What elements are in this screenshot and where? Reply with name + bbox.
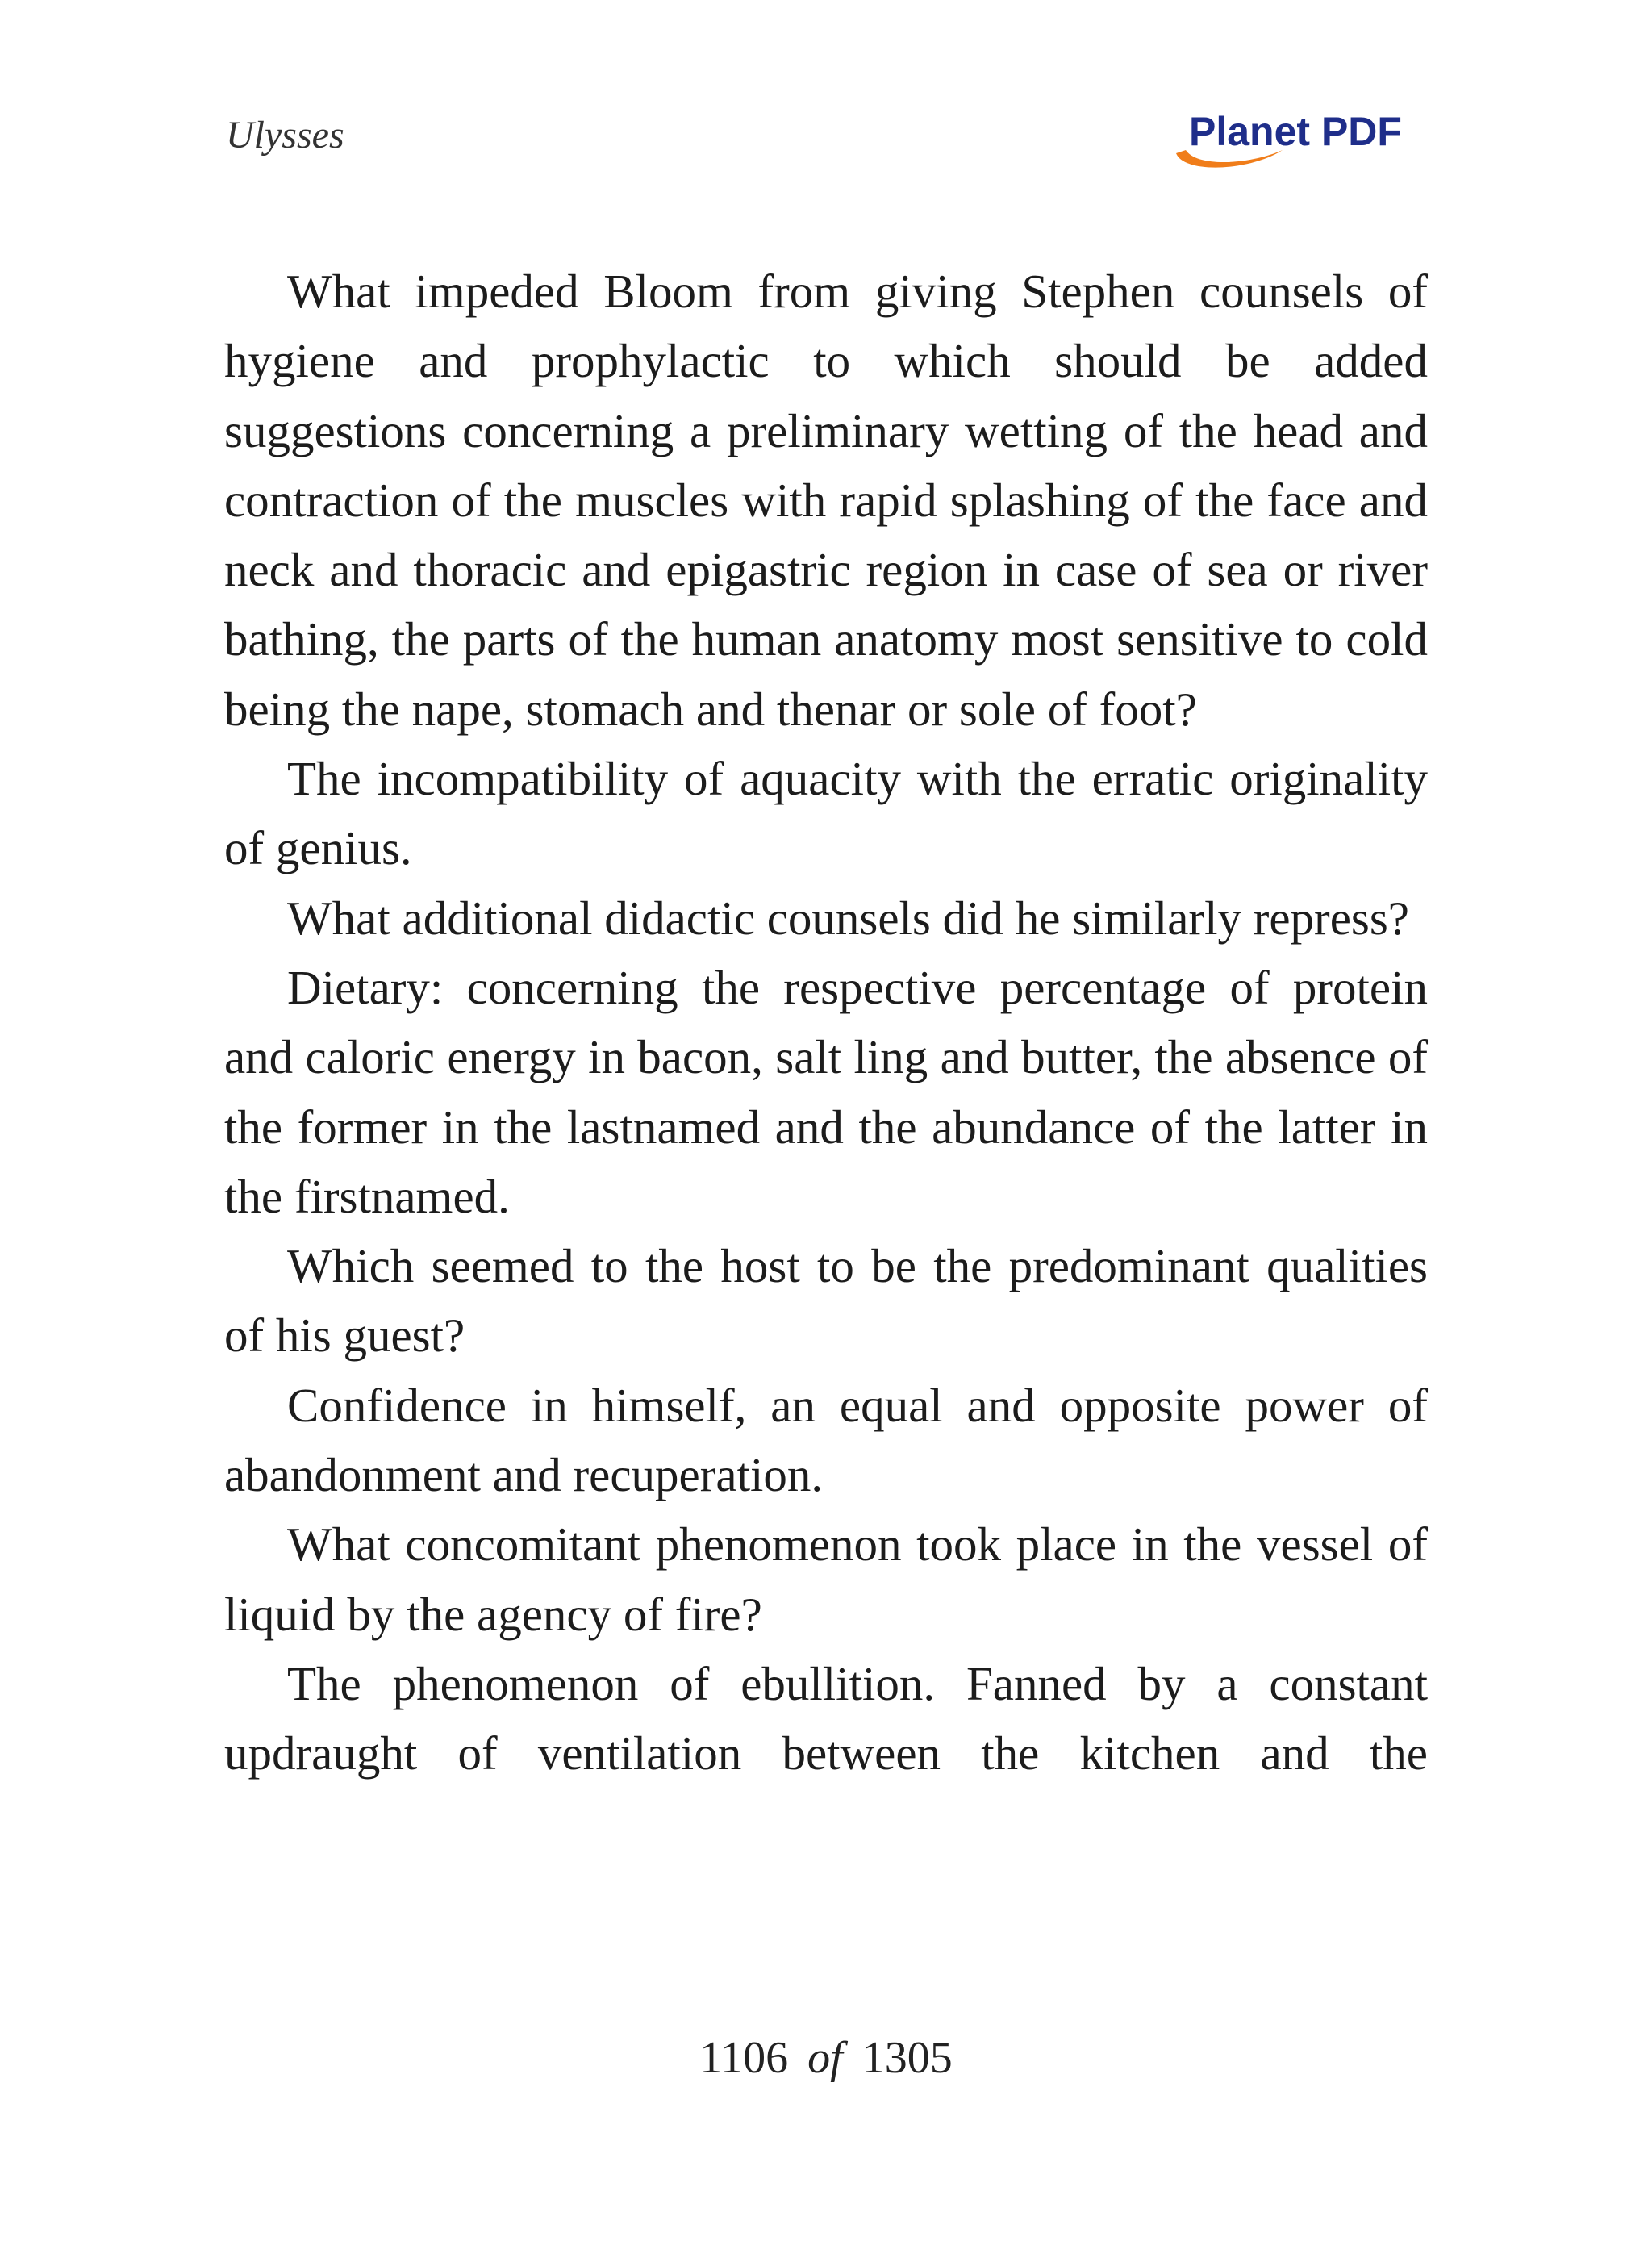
page-of-label: of: [807, 2033, 843, 2083]
planet-pdf-logo[interactable]: [1162, 103, 1436, 176]
body-text: [224, 257, 1428, 1789]
page-number: [0, 2030, 1652, 2086]
paragraph-question-phenomenon: What concomitant phenomenon took place in the vessel of liquid by the agency of fire?: [224, 1517, 1428, 1641]
paragraph-answer-confidence: Confidence in himself, an equal and opposite power of abandonment and recuperation.: [224, 1378, 1428, 1502]
logo-text: Planet PDF: [1189, 109, 1402, 154]
total-pages: 1305: [861, 2033, 953, 2083]
paragraph-question-qualities: Which seemed to the host to be the predominant qualities of his guest?: [224, 1239, 1428, 1363]
paragraph-question-didactic: What additional didactic counsels did he similarly repress?: [287, 891, 1409, 945]
current-page: 1106: [699, 2033, 789, 2083]
paragraph-answer-aquacity: The incompatibility of aquacity with the erratic originality of genius.: [224, 752, 1428, 875]
paragraph-answer-ebullition: The phenomenon of ebullition. Fanned by a constant updraught of ventilation between the kitchen and the: [224, 1656, 1428, 1780]
paragraph-question-hygiene: What impeded Bloom from giving Stephen counsels of hygiene and prophylactic to which should be added suggestions concerning a preliminary wetting of the head and contraction of the muscles with rapid splashing of the face and neck and thoracic and epigastric region in case of sea or river bathing, the parts of the human anatomy most sensitive to cold being the nape, stomach and thenar or sole of foot?: [224, 265, 1428, 736]
book-title: Ulysses: [226, 114, 344, 157]
planet-pdf-logo-icon: [1162, 103, 1436, 176]
paragraph-answer-dietary: Dietary: concerning the respective percentage of protein and caloric energy in bacon, salt ling and butter, the absence of the former in the lastnamed and the abundance of the latter in the firstnamed.: [224, 960, 1428, 1223]
